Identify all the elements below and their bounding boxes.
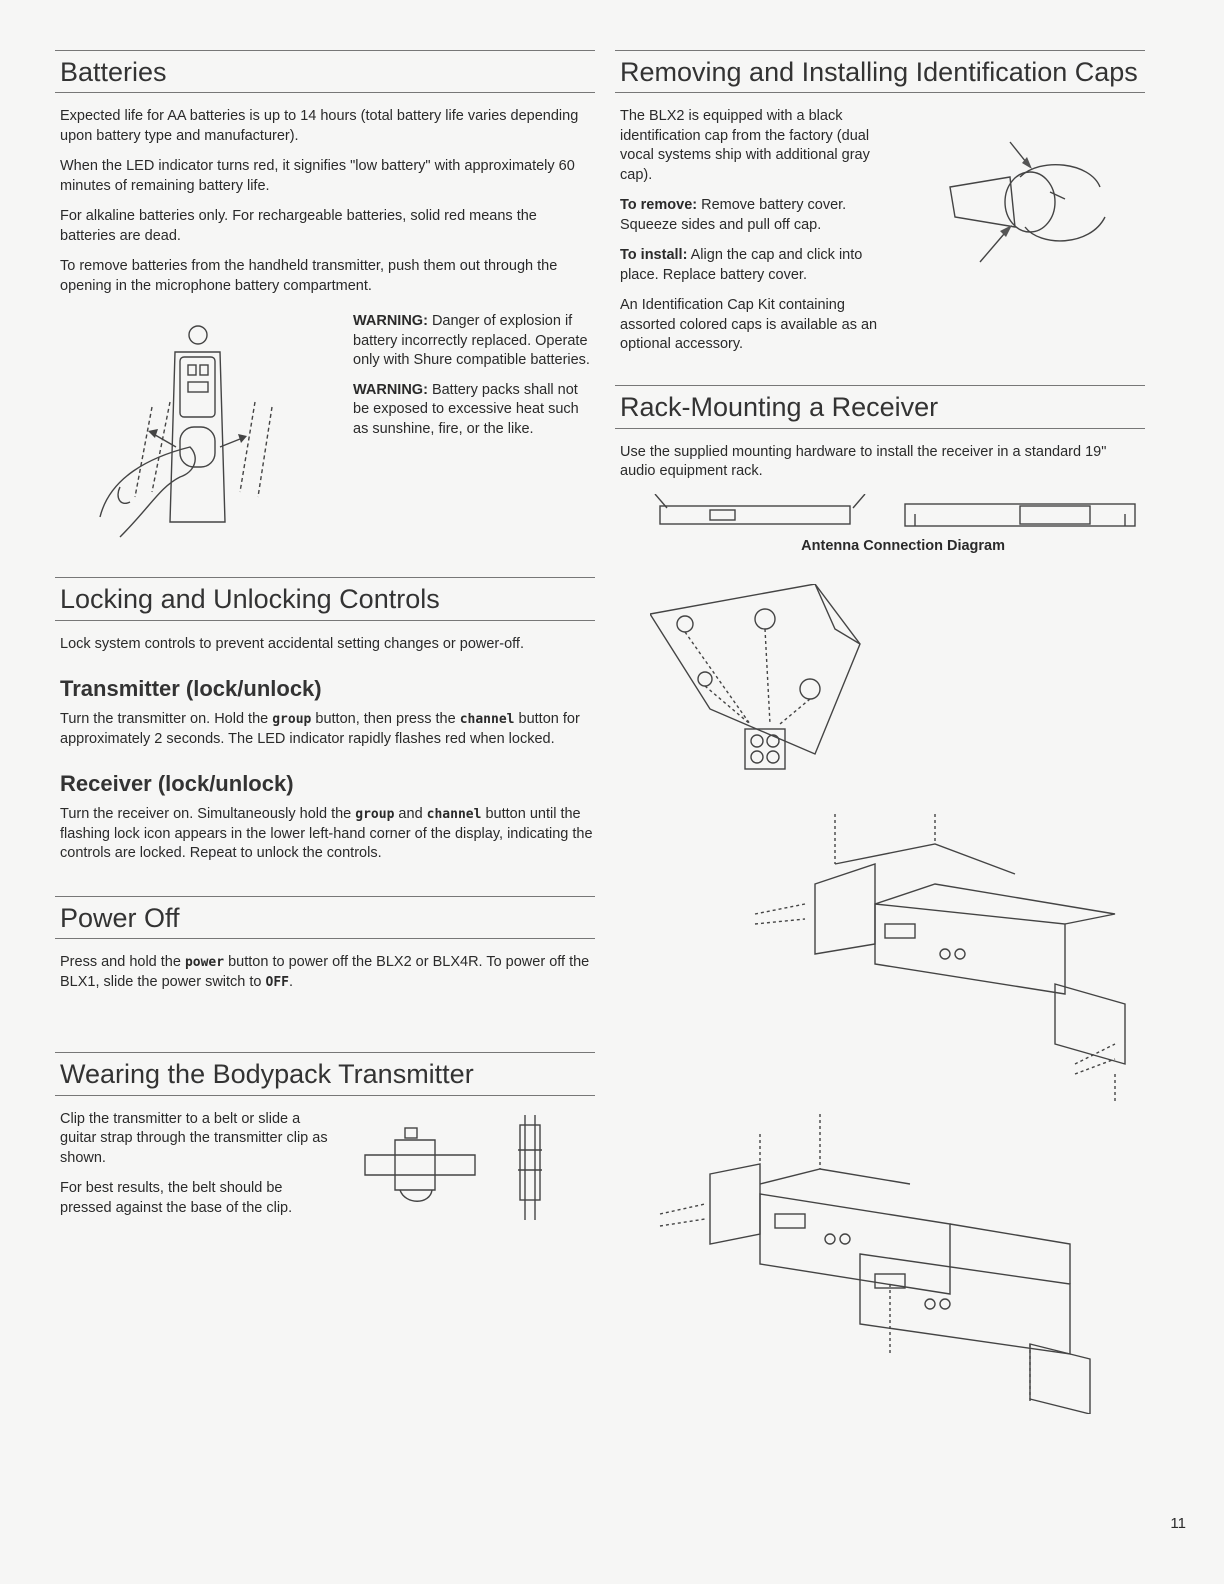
warning-label: WARNING: bbox=[353, 313, 428, 330]
receiver-lock-text: Turn the receiver on. Simultaneously hold the group and channel button until the flashing lock icon appears in the lower left-hand corner of the display, indicating the controls are locked. Repeat to unlock the controls. bbox=[60, 806, 593, 862]
id-caps-area bbox=[615, 107, 1145, 377]
page-number: 11 bbox=[1170, 1515, 1186, 1532]
locking-title: Locking and Unlocking Controls bbox=[55, 577, 595, 620]
id-caps-install-text: To install: Align the cap and click into place. Replace battery cover. bbox=[620, 247, 863, 283]
battery-warning-explosion: WARNING: Danger of explosion if battery incorrectly replaced. Operate only with Shure compatible batteries. bbox=[353, 313, 590, 369]
power-off-title: Power Off bbox=[55, 896, 595, 939]
left-column bbox=[55, 50, 595, 1230]
right-column bbox=[615, 50, 1145, 1414]
id-caps-text-block bbox=[615, 107, 890, 355]
id-caps-remove-text: To remove: Remove battery cover. Squeeze sides and pull off cap. bbox=[620, 197, 847, 233]
dual-rack-mount-illustration bbox=[650, 1114, 1110, 1414]
batteries-alkaline-text: For alkaline batteries only. For rechargeable batteries, solid red means the batteries are dead. bbox=[60, 208, 537, 244]
antenna-connection-illustration bbox=[615, 494, 1145, 534]
rack-mount-title: Rack-Mounting a Receiver bbox=[615, 385, 1145, 428]
id-caps-title: Removing and Installing Identification Caps bbox=[615, 50, 1145, 93]
locking-intro: Lock system controls to prevent accidental setting changes or power-off. bbox=[60, 635, 524, 652]
battery-figure-area bbox=[55, 307, 595, 577]
warning-label: WARNING: bbox=[353, 381, 428, 398]
bodypack-clip-text: Clip the transmitter to a belt or slide a guitar strap through the transmitter clip as shown. bbox=[60, 1110, 328, 1166]
transmitter-lock-heading: Transmitter (lock/unlock) bbox=[60, 676, 322, 702]
receiver-lock-heading: Receiver (lock/unlock) bbox=[60, 771, 294, 797]
handheld-battery-illustration bbox=[80, 307, 310, 547]
batteries-led-text: When the LED indicator turns red, it signifies "low battery" with approximately 60 minutes of remaining battery life. bbox=[60, 158, 575, 194]
antenna-diagram-caption: Antenna Connection Diagram bbox=[801, 537, 1005, 554]
bodypack-title: Wearing the Bodypack Transmitter bbox=[55, 1052, 595, 1095]
id-caps-factory-text: The BLX2 is equipped with a black identification cap from the factory (dual vocal systems ship with additional gray cap). bbox=[620, 108, 870, 183]
bodypack-area bbox=[55, 1110, 595, 1230]
bodypack-text-block bbox=[55, 1110, 330, 1219]
id-caps-kit-text: An Identification Cap Kit containing assorted colored caps is available as an optional accessory. bbox=[620, 297, 878, 353]
id-cap-illustration bbox=[940, 117, 1140, 307]
bodypack-clip-illustration bbox=[360, 1110, 580, 1230]
battery-warnings bbox=[353, 312, 593, 449]
batteries-remove-text: To remove batteries from the handheld transmitter, push them out through the opening in the microphone battery compartment. bbox=[60, 258, 558, 294]
battery-warning-heat: WARNING: Battery packs shall not be exposed to excessive heat such as sunshine, fire, or the like. bbox=[353, 381, 579, 437]
batteries-life-text: Expected life for AA batteries is up to 14 hours (total battery life varies depending upon battery type and manufacturer). bbox=[60, 108, 579, 144]
power-off-text: Press and hold the power button to power off the BLX2 or BLX4R. To power off the BLX1, slide the power switch to OFF. bbox=[60, 954, 590, 990]
batteries-title: Batteries bbox=[55, 50, 595, 93]
single-rack-mount-illustration bbox=[735, 804, 1135, 1104]
bodypack-belt-text: For best results, the belt should be pressed against the base of the clip. bbox=[60, 1180, 293, 1216]
rack-mount-text: Use the supplied mounting hardware to install the receiver in a standard 19" audio equipment rack. bbox=[620, 443, 1107, 480]
receiver-underside-illustration bbox=[650, 584, 910, 784]
transmitter-lock-text: Turn the transmitter on. Hold the group button, then press the channel button for approximately 2 seconds. The LED indicator rapidly flashes red when locked. bbox=[60, 711, 580, 747]
